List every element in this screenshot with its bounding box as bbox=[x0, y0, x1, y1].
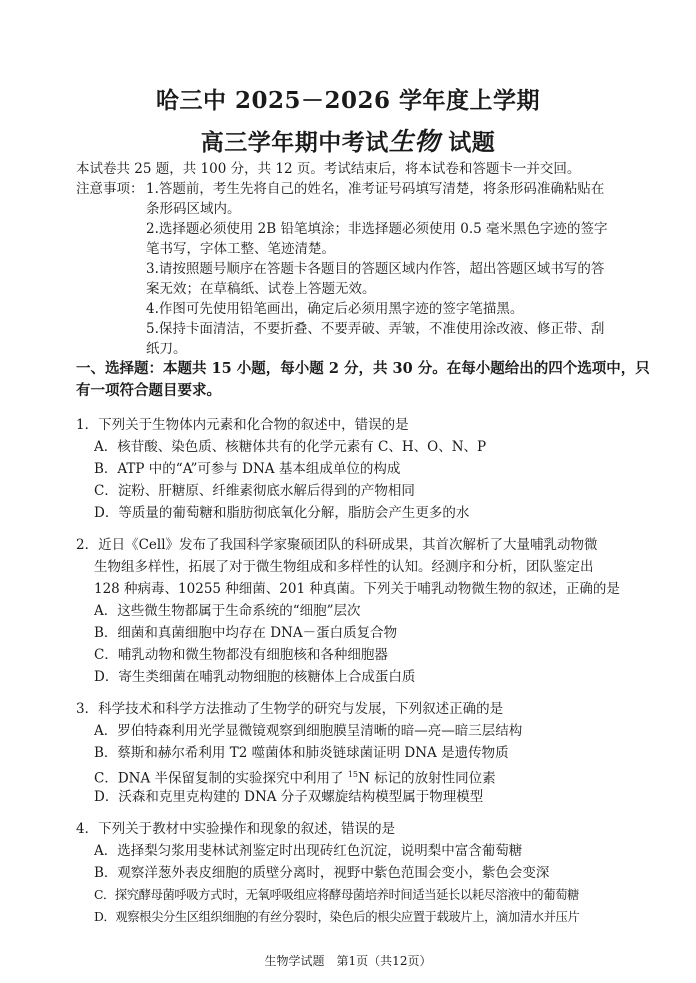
subtitle-subject: 生物 bbox=[388, 127, 440, 156]
isotope-mass-number: 15 bbox=[347, 770, 358, 779]
question-3-option-c bbox=[94, 766, 496, 788]
question-3-option-c-head: C．DNA 半保留复制的实验探究中利用了 bbox=[94, 770, 348, 787]
question-3-stem: 3．科学技术和科学方法推动了生物学的研究与发展，下列叙述正确的是 bbox=[76, 701, 504, 717]
question-4-option-b: B．观察洋葱外表皮细胞的质壁分离时，视野中紫色范围会变小，紫色会变深 bbox=[94, 865, 550, 881]
exam-subtitle bbox=[0, 122, 696, 158]
question-4-option-c: C．探究酵母菌呼吸方式时，无氧呼吸组应将酵母菌培养时间适当延长以耗尽溶液中的葡萄糖 bbox=[94, 888, 579, 902]
note-2-line-1: 2.选择题必须使用 2B 铅笔填涂；非选择题必须使用 0.5 毫米黑色字迹的签字 bbox=[146, 221, 608, 237]
intro-text: 本试卷共 25 题，共 100 分，共 12 页。考试结束后，将本试卷和答题卡一并交回。 bbox=[76, 161, 581, 177]
question-1-option-b: B．ATP 中的“A”可参与 DNA 基本组成单位的构成 bbox=[94, 461, 401, 477]
question-4-stem: 4．下列关于教材中实验操作和现象的叙述，错误的是 bbox=[76, 821, 396, 837]
notes-lead: 注意事项： bbox=[76, 181, 144, 197]
note-1-line-2: 条形码区域内。 bbox=[146, 201, 241, 217]
note-3-line-2: 案无效；在草稿纸、试卷上答题无效。 bbox=[146, 281, 376, 297]
note-2-line-2: 笔书写，字体工整、笔迹清楚。 bbox=[146, 241, 335, 257]
question-2-option-d: D．寄生类细菌在哺乳动物细胞的核糖体上合成蛋白质 bbox=[94, 669, 416, 685]
question-2-option-a: A．这些微生物都属于生命系统的“细胞”层次 bbox=[94, 603, 361, 619]
question-1-option-d: D．等质量的葡萄糖和脂肪彻底氧化分解，脂肪会产生更多的水 bbox=[94, 505, 470, 521]
question-2-option-b: B．细菌和真菌细胞中均存在 DNA－蛋白质复合物 bbox=[94, 625, 398, 641]
question-2-stem-line-3: 128 种病毒、10255 种细菌、201 种真菌。下列关于哺乳动物微生物的叙述，正确的是 bbox=[94, 581, 620, 597]
exam-title: 哈三中 2025－2026 学年度上学期 bbox=[155, 87, 541, 114]
question-1-stem: 1．下列关于生物体内元素和化合物的叙述中，错误的是 bbox=[76, 417, 409, 433]
question-2-stem-line-1: 2．近日《Cell》发布了我国科学家聚硕团队的科研成果，其首次解析了大量哺乳动物微 bbox=[76, 537, 598, 553]
note-3-line-1: 3.请按照题号顺序在答题卡各题目的答题区域内作答，超出答题区域书写的答 bbox=[146, 261, 605, 277]
note-1-line-1: 1.答题前，考生先将自己的姓名，准考证号码填写清楚，将条形码准确粘贴在 bbox=[146, 181, 605, 197]
question-3-option-a: A．罗伯特森利用光学显微镜观察到细胞膜呈清晰的暗—亮—暗三层结构 bbox=[94, 723, 523, 739]
question-2-option-c: C．哺乳动物和微生物都没有细胞核和各种细胞器 bbox=[94, 647, 388, 663]
section-heading-line-2: 有一项符合题目要求。 bbox=[76, 382, 221, 399]
question-4-option-a: A．选择梨匀浆用斐林试剂鉴定时出现砖红色沉淀，说明梨中富含葡萄糖 bbox=[94, 843, 523, 859]
subtitle-prefix: 高三学年期中考试 bbox=[200, 129, 389, 156]
section-heading-line-1: 一、选择题：本题共 15 小题，每小题 2 分，共 30 分。在每小题给出的四个选项中，只 bbox=[76, 360, 650, 377]
question-4-option-d: D．观察根尖分生区组织细胞的有丝分裂时，染色后的根尖应置于载玻片上，滴加清水并压片 bbox=[94, 910, 580, 924]
subtitle-suffix: 试题 bbox=[439, 129, 496, 156]
page-footer: 生物学试题 第1页（共12页） bbox=[264, 954, 432, 968]
note-5-line-1: 5.保持卡面清洁，不要折叠、不要弄破、弄皱，不准使用涂改液、修正带、刮 bbox=[146, 321, 605, 337]
question-1-option-c: C．淀粉、肝糖原、纤维素彻底水解后得到的产物相同 bbox=[94, 483, 415, 499]
note-4-line-1: 4.作图可先使用铅笔画出，确定后必须用黑字迹的签字笔描黑。 bbox=[146, 301, 524, 317]
note-5-line-2: 纸刀。 bbox=[146, 341, 187, 357]
question-3-option-c-tail: N 标记的放射性同位素 bbox=[358, 770, 496, 787]
question-3-option-b: B．蔡斯和赫尔希利用 T2 噬菌体和肺炎链球菌证明 DNA 是遗传物质 bbox=[94, 745, 509, 761]
question-3-option-d: D．沃森和克里克构建的 DNA 分子双螺旋结构模型属于物理模型 bbox=[94, 789, 484, 805]
question-1-option-a: A．核苷酸、染色质、核糖体共有的化学元素有 C、H、O、N、P bbox=[94, 439, 487, 455]
question-2-stem-line-2: 生物组多样性，拓展了对于微生物组成和多样性的认知。经测序和分析，团队鉴定出 bbox=[94, 559, 594, 575]
